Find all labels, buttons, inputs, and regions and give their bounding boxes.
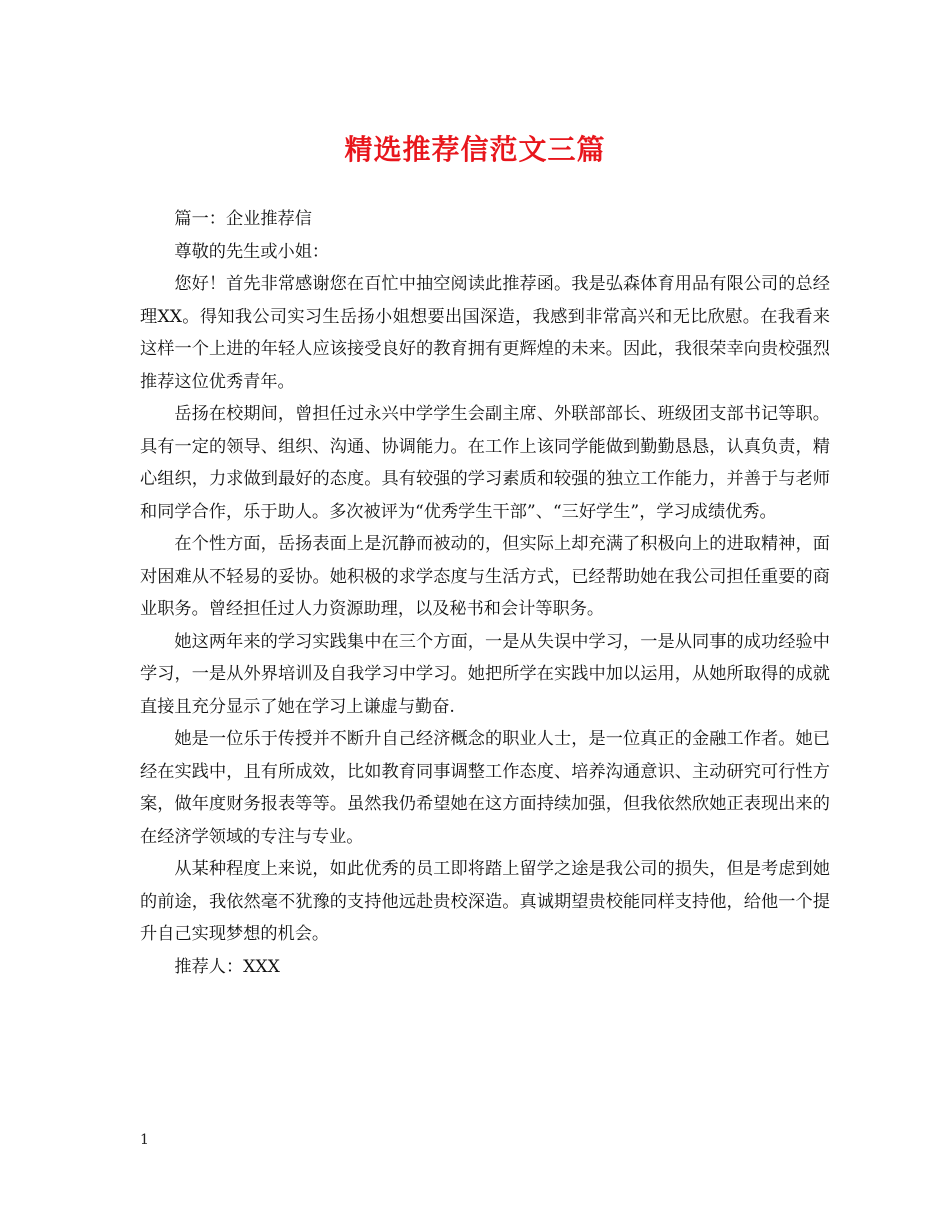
paragraph-professional: 她是一位乐于传授并不断升自己经济概念的职业人士，是一位真正的金融工作者。她已经在实践中，且有所成效，比如教育同事调整工作态度、培养沟通意识、主动研究可行性方案，做年度财务报表等等。虽然我仍希望她在这方面持续加强，但我依然欣她正表现出来的在经济学领域的专注与专业。 <box>140 729 830 847</box>
paragraph-intro: 您好！首先非常感谢您在百忙中抽空阅读此推荐函。我是弘森体育用品有限公司的总经理XX。得知我公司实习生岳扬小姐想要出国深造，我感到非常高兴和无比欣慰。在我看来这样一个上进的年轻人应该接受良好的教育拥有更辉煌的未来。因此，我很荣幸向贵校强烈推荐这位优秀青年。 <box>140 274 830 392</box>
paragraph-personality: 在个性方面，岳扬表面上是沉静而被动的，但实际上却充满了积极向上的进取精神，面对困难从不轻易的妥协。她积极的求学态度与生活方式，已经帮助她在我公司担任重要的商业职务。曾经担任过人力资源助理，以及秘书和会计等职务。 <box>140 534 830 619</box>
salutation: 尊敬的先生或小姐： <box>174 241 330 262</box>
section-heading: 篇一：企业推荐信 <box>174 209 312 229</box>
document-body <box>140 203 830 983</box>
paragraph-school-roles: 岳扬在校期间，曾担任过永兴中学学生会副主席、外联部部长、班级团支部书记等职。具有一定的领导、组织、沟通、协调能力。在工作上该同学能做到勤勤恳恳，认真负责，精心组织，力求做到最好的态度。具有较强的学习素质和较强的独立工作能力，并善于与老师和同学合作，乐于助人。多次被评为“优秀学生干部”、“三好学生”，学习成绩优秀。 <box>140 404 830 522</box>
paragraph-learning: 她这两年来的学习实践集中在三个方面，一是从失误中学习，一是从同事的成功经验中学习，一是从外界培训及自我学习中学习。她把所学在实践中加以运用，从她所取得的成就直接且充分显示了她在学习上谦虚与勤奋. <box>140 631 830 717</box>
paragraph-closing: 从某种程度上来说，如此优秀的员工即将踏上留学之途是我公司的损失，但是考虑到她的前途，我依然毫不犹豫的支持他远赴贵校深造。真诚期望贵校能同样支持他，给他一个提升自己实现梦想的机会。 <box>140 859 830 944</box>
page-number: 1 <box>140 1132 149 1148</box>
document-title: 精选推荐信范文三篇 <box>344 133 606 166</box>
signature-line: 推荐人：XXX <box>174 956 280 977</box>
